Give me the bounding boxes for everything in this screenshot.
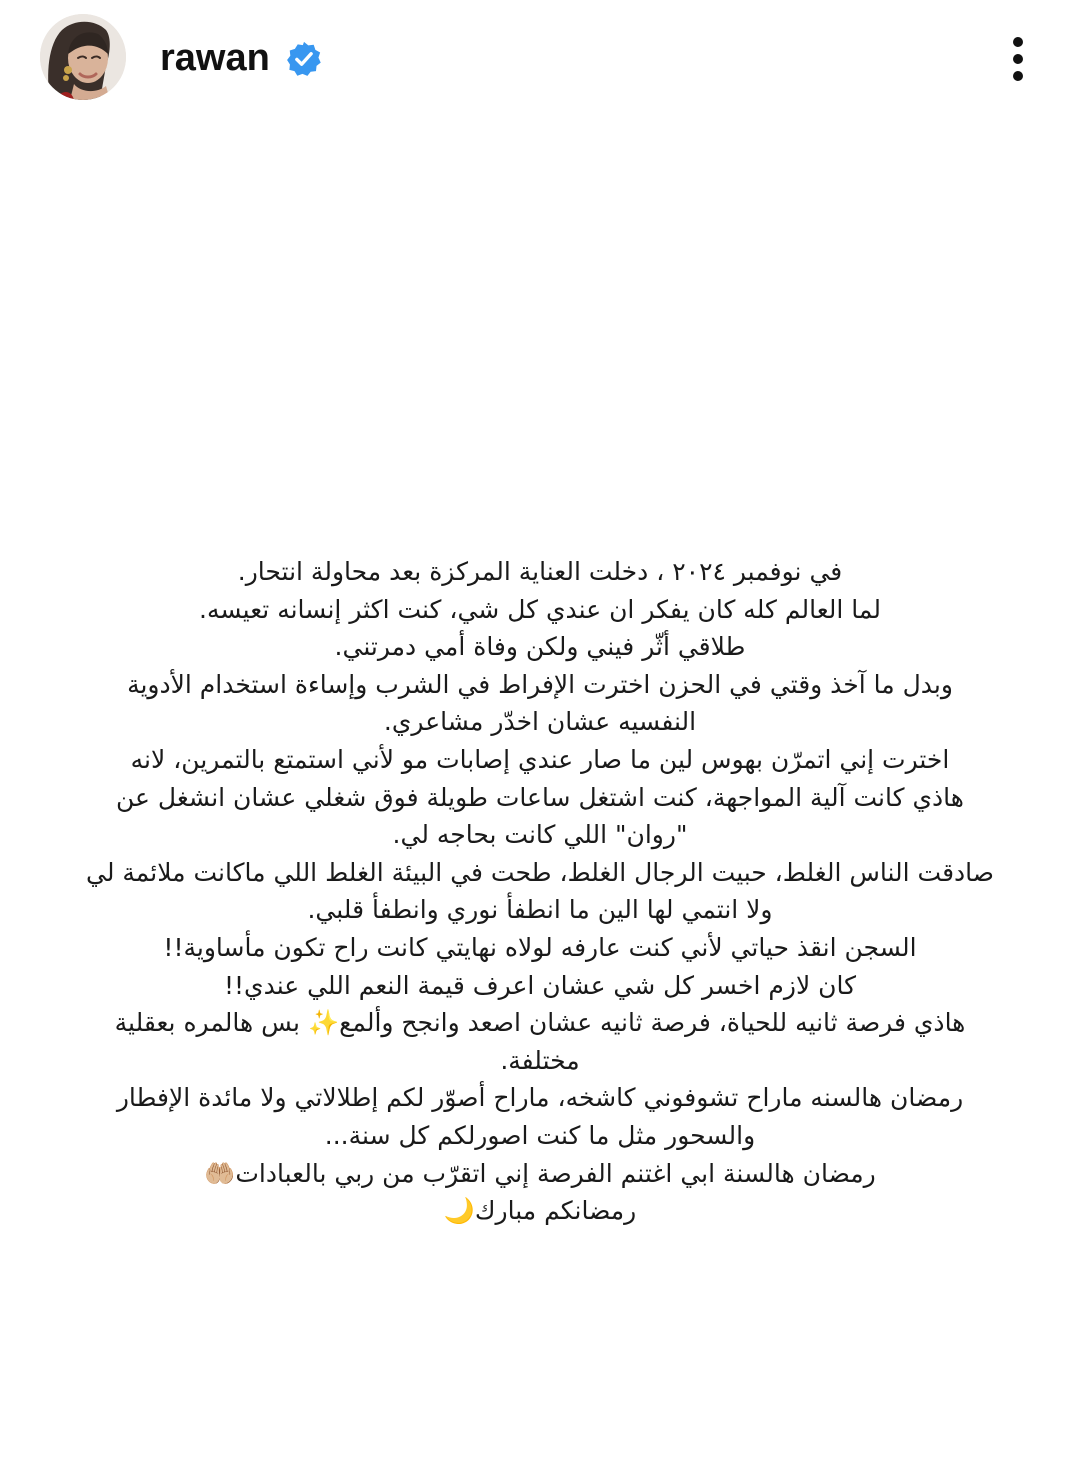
caption-line: وبدل ما آخذ وقتي في الحزن اخترت الإفراط في الشرب وإساءة استخدام الأدوية bbox=[127, 669, 953, 699]
post-header bbox=[0, 0, 1080, 120]
avatar[interactable] bbox=[40, 14, 126, 100]
caption-line: صادقت الناس الغلط، حبيت الرجال الغلط، طحت في البيئة الغلط اللي ماكانت ملائمة لي bbox=[86, 857, 994, 887]
username[interactable]: rawan bbox=[160, 37, 270, 79]
caption-line: طلاقي أثّر فيني ولكن وفاة أمي دمرتني. bbox=[334, 632, 746, 662]
caption-line: السجن انقذ حياتي لأني كنت عارفه لولاه نهايتي كانت راح تكون مأساوية!! bbox=[163, 932, 917, 962]
caption-line: ولا انتمي لها الين ما انطفأ نوري وانطفأ قلبي. bbox=[307, 895, 773, 925]
caption-line: النفسيه عشان اخدّر مشاعري. bbox=[383, 707, 697, 737]
caption-line: في نوفمبر ٢٠٢٤ ، دخلت العناية المركزة بعد محاولة انتحار. bbox=[237, 557, 843, 586]
post-caption bbox=[40, 553, 1040, 1230]
caption-line: اخترت إني اتمرّن بهوس لين ما صار عندي إصابات مو لأني استمتع بالتمرين، لانه bbox=[130, 744, 950, 774]
verified-badge-icon bbox=[285, 40, 323, 78]
avatar-image bbox=[40, 14, 126, 100]
caption-line: رمضان هالسنه ماراح تشوفوني كاشخه، ماراح أصوّر لكم إطلالاتي ولا مائدة الإفطار bbox=[116, 1083, 964, 1113]
caption-line: هاذي كانت آلية المواجهة، كنت اشتغل ساعات طويلة فوق شغلي عشان انشغل عن bbox=[116, 782, 964, 812]
caption-line: كان لازم اخسر كل شي عشان اعرف قيمة النعم اللي عندي!! bbox=[223, 970, 857, 1000]
caption-line: "روان" اللي كانت بحاجه لي. bbox=[392, 820, 688, 850]
caption-line: لما العالم كله كان يفكر ان عندي كل شي، كنت اكثر إنسانه تعيسه. bbox=[199, 594, 881, 624]
caption-line: هاذي فرصة ثانيه للحياة، فرصة ثانيه عشان اصعد وانجح وألمع✨ بس هالمره بعقلية bbox=[114, 1008, 966, 1038]
caption-line: رمضانكم مبارك🌙 bbox=[443, 1196, 637, 1226]
caption-line: رمضان هالسنة ابي اغتنم الفرصة إني اتقرّب من ربي بالعبادات🤲🏼 bbox=[204, 1158, 876, 1188]
caption-line: مختلفة. bbox=[500, 1045, 580, 1075]
caption-line: والسحور مثل ما كنت اصورلكم كل سنة... bbox=[324, 1120, 756, 1150]
more-vertical-icon[interactable] bbox=[996, 30, 1040, 90]
